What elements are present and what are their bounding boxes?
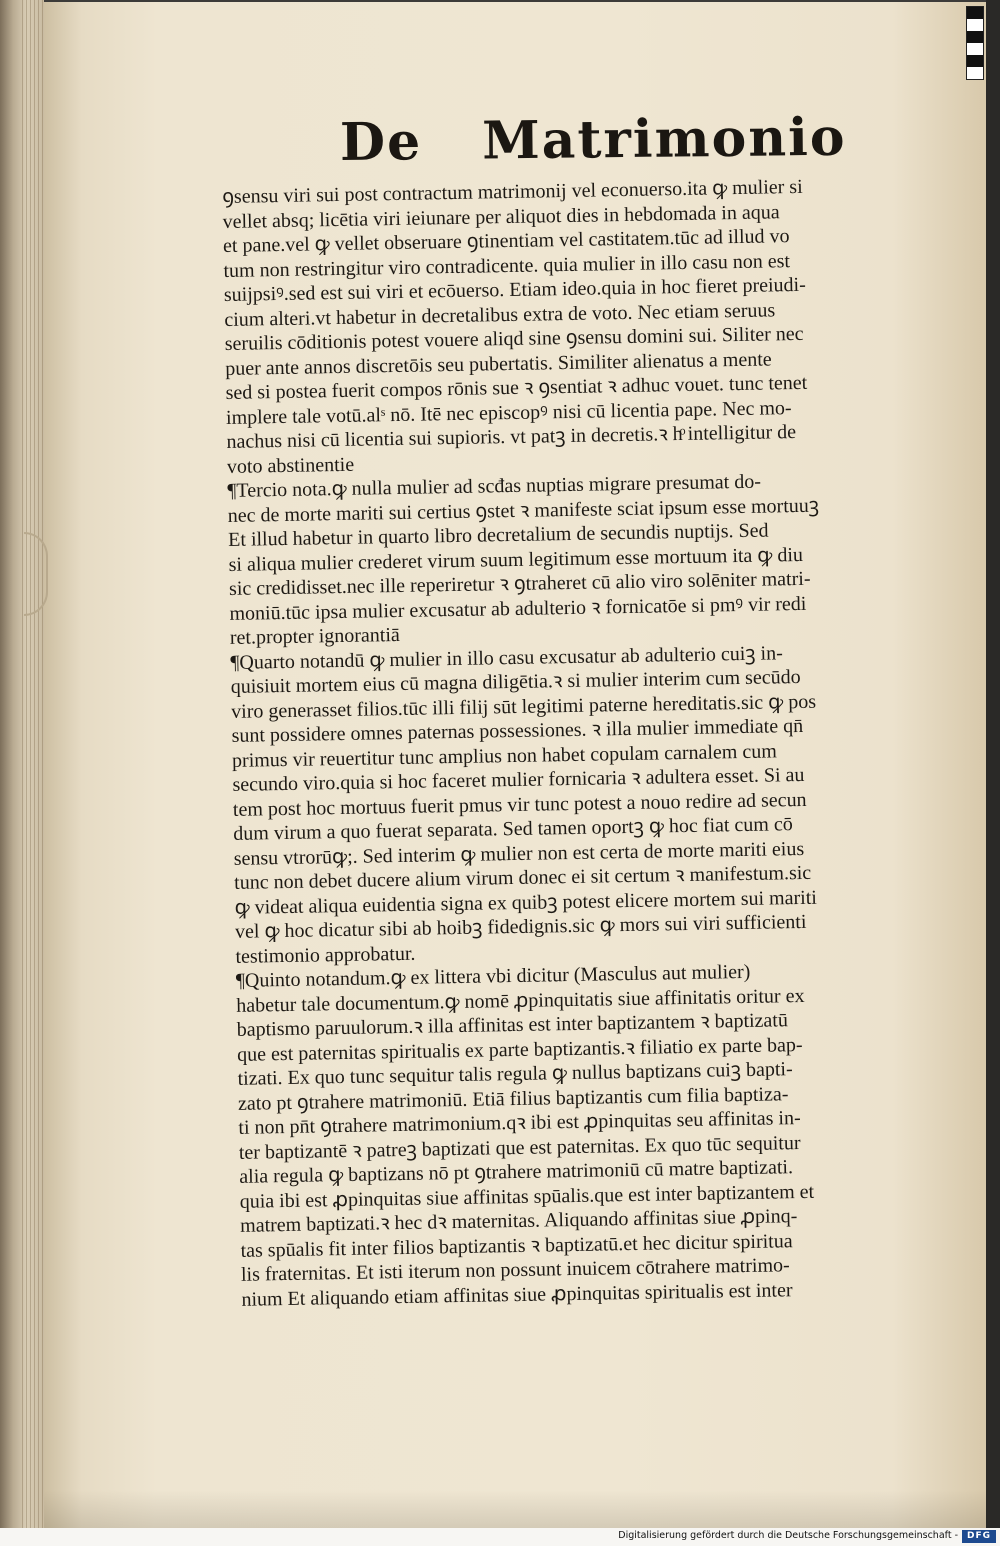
scale-segment xyxy=(967,31,983,43)
text-line: implere tale votū.alˢ nō. Itē nec episcopꝰ nisi cū licentia pape. Nec mo- xyxy=(225,396,792,429)
title-gap xyxy=(422,159,482,160)
footer-bar xyxy=(0,1528,1000,1546)
page-title xyxy=(339,106,847,173)
text-line: testimonio approbatur. xyxy=(235,942,416,968)
text-line: seruilis cōditionis potest vouere aliqd sine ꝯsensu domini sui. Siliter nec xyxy=(224,322,804,355)
text-line: nachus nisi cū licentia sui supioris. vt patꝫ in decretis.ꝛ hͦ intelligitur de xyxy=(226,421,797,453)
text-line: puer ante annos discretōis seu pubertatis. Similiter alienatus a mente xyxy=(225,347,772,380)
text-line: quisiuit mortem eius cū magna diligētia.ꝛ si mulier interim cum secūdo xyxy=(230,665,801,698)
scale-segment xyxy=(967,7,983,19)
text-line: tas spūalis fit inter filios baptizantis ꝛ baptizatū.et hec dicitur spiritua xyxy=(240,1229,793,1262)
funding-credit: Digitalisierung gefördert durch die Deutsche Forschungsgemeinschaft - xyxy=(618,1530,958,1541)
text-line: vel ꝙ hoc dicatur sibi ab hoibꝫ fidedignis.sic ꝙ mors sui viri sufficienti xyxy=(234,910,807,943)
text-line: sed si postea fuerit compos rōnis sue ꝛ ꝯsentiat ꝛ adhuc vouet. tunc tenet xyxy=(225,371,808,404)
text-line: ¶Tercio nota.ꝙ nulla mulier ad scđas nuptias migrare presumat do- xyxy=(227,470,762,502)
text-line: zato pt ꝯtrahere matrimoniū. Etiā filius baptizantis cum filia baptiza- xyxy=(237,1082,789,1115)
text-line: tizati. Ex quo tunc sequitur talis regula ꝙ nullus baptizans cuiꝫ bapti- xyxy=(237,1058,793,1090)
title-word: Matrimonio xyxy=(481,106,847,172)
page-edge-texture xyxy=(22,0,44,1528)
text-line: ¶Quinto notandum.ꝙ ex littera vbi dicitur (Masculus aut mulier) xyxy=(235,960,751,992)
text-line: et pane.vel ꝙ vellet obseruare ꝯtinentiam vel castitatem.tūc ad illud vo xyxy=(222,225,790,257)
color-scale-bar xyxy=(966,6,984,80)
text-line: nium Et aliquando etiam affinitas siue ꝓpinquitas spiritualis est inter xyxy=(241,1278,793,1311)
text-line: tum non restringitur viro contradicente. quia mulier in illo casu non est xyxy=(223,249,791,282)
text-line: quia ibi est ꝓpinquitas siue affinitas spūalis.que est inter baptizantem et xyxy=(239,1180,815,1213)
text-line: habetur tale documentum.ꝙ nomē ꝓpinquitatis siue affinitatis oritur ex xyxy=(236,984,805,1017)
body-text xyxy=(222,173,942,1312)
text-line: suijpsiꝰ.sed est sui viri et ecōuerso. Etiam ideo.quia in hoc fieret preiudi- xyxy=(223,273,806,306)
text-line: viro generasset filios.tūc illi filij sūt legitimi paterne hereditatis.sic ꝙ pos xyxy=(230,690,817,723)
text-line: alia regula ꝙ baptizans nō pt ꝯtrahere matrimoniū cū matre baptizati. xyxy=(239,1156,794,1188)
text-line: ret.propter ignorantiā xyxy=(229,623,401,649)
text-line: voto abstinentie xyxy=(226,453,355,478)
text-line: baptismo paruulorum.ꝛ illa affinitas est inter baptizantem ꝛ baptizatū xyxy=(236,1009,789,1041)
text-line: cium alteri.vt habetur in decretalibus extra de voto. Nec etiam seruus xyxy=(224,298,776,331)
text-line: ti non pn̄t ꝯtrahere matrimonium.qꝛ ibi est ꝓpinquitas seu affinitas in- xyxy=(238,1107,801,1139)
page-clip-shape xyxy=(24,532,48,616)
title-word: De xyxy=(339,111,423,173)
text-line: lis fraternitas. Et isti iterum non possunt inuicem cōtrahere matrimo- xyxy=(240,1254,790,1286)
text-line: sunt possidere omnes paternas possessiones. ꝛ illa mulier immediate qn̄ xyxy=(231,714,804,747)
text-line: dum virum a quo fuerat separata. Sed tamen oportꝫ ꝙ hoc fiat cum cō xyxy=(233,813,793,845)
right-binding xyxy=(986,0,1000,1528)
text-line: que est paternitas spiritualis ex parte baptizantis.ꝛ filiatio ex parte bap- xyxy=(236,1033,803,1066)
text-line: tunc non debet ducere alium virum donec ei sit certum ꝛ manifestum.sic xyxy=(233,861,812,894)
text-line: matrem baptizati.ꝛ hec dꝛ maternitas. Aliquando affinitas siue ꝓpinq- xyxy=(239,1205,798,1237)
text-line: nec de morte mariti sui certius ꝯstet ꝛ manifeste sciat ipsum esse mortuuꝫ xyxy=(227,494,820,527)
text-line: ꝙ videat aliqua euidentia signa ex quibꝫ potest elicere mortem sui mariti xyxy=(234,886,818,919)
text-line: si aliqua mulier crederet virum suum legitimum esse mortuum ita ꝙ diu xyxy=(228,543,804,576)
paper-shadow xyxy=(44,1490,986,1528)
text-line: primus vir reuertitur tunc amplius non habet copulam carnalem cum xyxy=(231,739,777,772)
text-line: secundo viro.quia si hoc faceret mulier fornicaria ꝛ adultera esset. Si au xyxy=(232,763,805,796)
text-line: sic credidisset.nec ille reperiretur ꝛ ꝯtraheret cū alio viro solēniter matri- xyxy=(228,567,811,600)
text-line: Et illud habetur in quarto libro decretalium de secundis nuptijs. Sed xyxy=(228,519,769,551)
text-line: vellet absq; licētia viri ieiunare per aliquot dies in hebdomada in aqua xyxy=(222,200,780,233)
scale-segment xyxy=(967,19,983,31)
text-line: ¶Quarto notandū ꝙ mulier in illo casu excusatur ab adulterio cuiꝫ in- xyxy=(230,641,783,674)
text-line: sensu vtrorūꝙ;. Sed interim ꝙ mulier non est certa de morte mariti eius xyxy=(233,837,805,870)
text-line: ter baptizantē ꝛ patreꝫ baptizati que est paternitas. Ex quo tūc sequitur xyxy=(238,1131,801,1164)
text-line: moniū.tūc ipsa mulier excusatur ab adulterio ꝛ fornicatōe si pmꝰ vir redi xyxy=(229,592,807,625)
text-line: ꝯsensu viri sui post contractum matrimonij vel econuerso.ita ꝙ mulier si xyxy=(222,175,803,208)
text-line: tem post hoc mortuus fuerit pmus vir tunc potest a nouo redire ad secun xyxy=(232,788,807,821)
scale-segment xyxy=(967,43,983,55)
scale-segment xyxy=(967,55,983,67)
dfg-logo: DFG xyxy=(962,1530,996,1543)
